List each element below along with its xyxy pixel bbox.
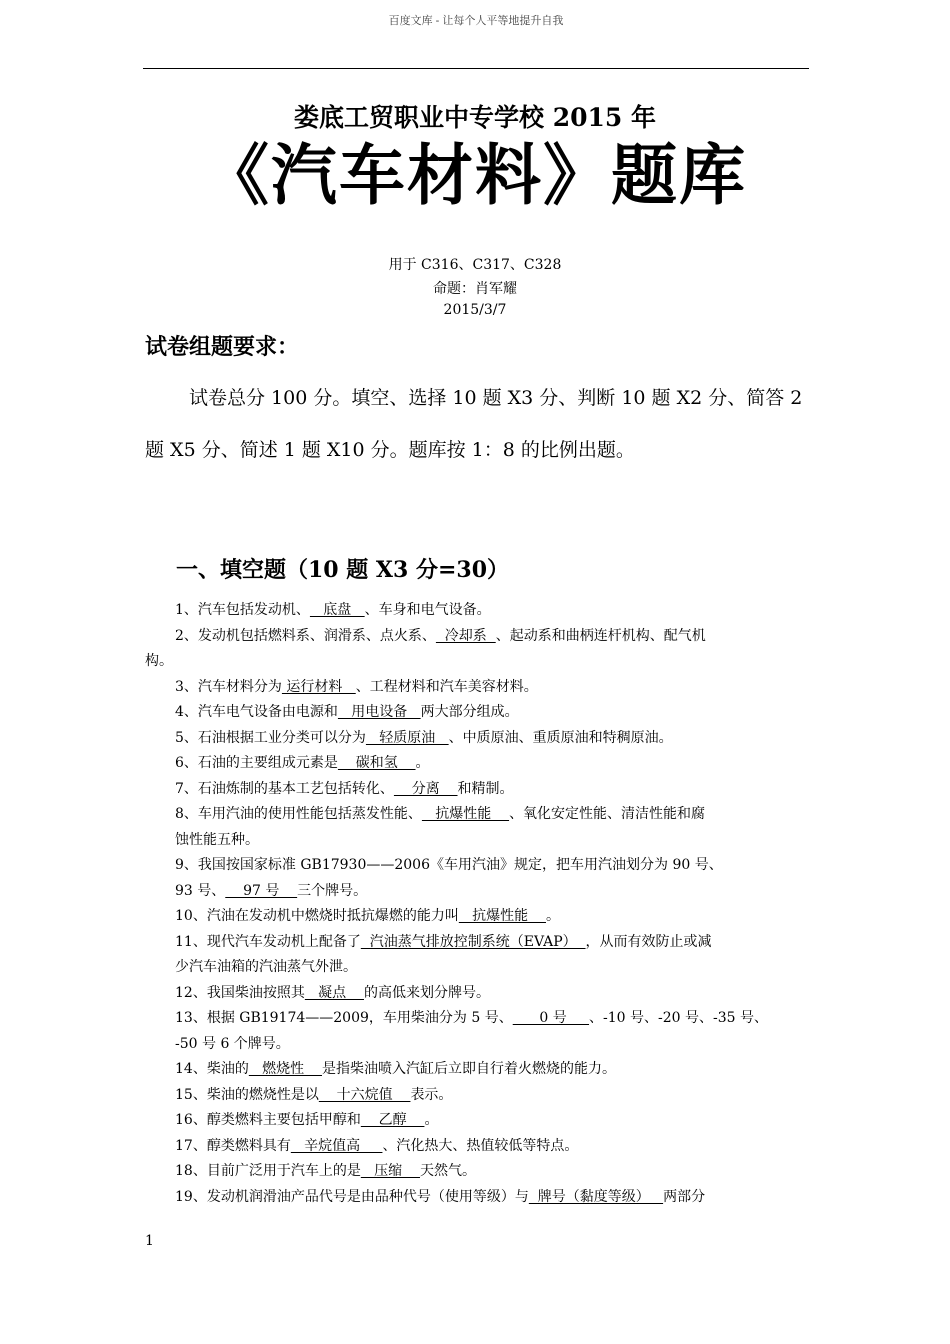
question-17: 17、醇类燃料具有 辛烷值高 、汽化热大、热值较低等特点。 [175,1137,579,1154]
question-13-continued: -50 号 6 个牌号。 [175,1035,290,1052]
answer-blank: 燃烧性 [248,1061,322,1077]
question-5: 5、石油根据工业分类可以分为 轻质原油 、中质原油、重质原油和特稠原油。 [175,729,673,746]
question-10: 10、汽油在发动机中燃烧时抵抗爆燃的能力叫 抗爆性能 。 [175,908,560,924]
question-8: 8、车用汽油的使用性能包括蒸发性能、 抗爆性能 、氧化安定性能、清洁性能和腐 [175,806,706,822]
question-11-continued: 少汽车油箱的汽油蒸气外泄。 [175,959,357,975]
page-number: 1 [145,1233,154,1249]
question-8-continued: 蚀性能五种。 [175,831,259,848]
school-title: 娄底工贸职业中专学校 2015 年 [294,103,656,132]
answer-blank: 十六烷值 [318,1086,411,1103]
question-18: 18、目前广泛用于汽车上的是 压缩 天然气。 [175,1163,476,1179]
author-line: 命题：肖军耀 [433,281,517,297]
requirements-heading: 试卷组题要求： [145,334,300,360]
answer-blank: 抗爆性能 [458,908,546,924]
answer-blank: 冷却系 [435,627,496,644]
question-1: 1、汽车包括发动机、 底盘 、车身和电气设备。 [175,602,491,618]
question-9-continued: 93 号、 97 号 三个牌号。 [175,882,368,899]
question-14: 14、柴油的 燃烧性 是指柴油喷入汽缸后立即自行着火燃烧的能力。 [175,1061,616,1077]
question-9: 9、我国按国家标准 GB17930——2006《车用汽油》规定，把车用汽油划分为 90 号、 [175,857,723,873]
question-3: 3、汽车材料分为 运行材料 、工程材料和汽车美容材料。 [175,678,538,695]
question-16: 16、醇类燃料主要包括甲醇和 乙醇 。 [175,1112,439,1128]
question-4: 4、汽车电气设备由电源和 用电设备 两大部分组成。 [175,704,519,720]
question-15: 15、柴油的燃烧性是以 十六烷值 表示。 [175,1086,453,1103]
header-divider [143,68,809,69]
answer-blank: 运行材料 [281,678,356,695]
answer-blank: 底盘 [309,602,365,618]
question-2: 2、发动机包括燃料系、润滑系、点火系、 冷却系 、起动系和曲柄连杆机构、配气机 [175,627,706,644]
answer-blank: 97 号 [225,882,298,899]
answer-blank: 轻质原油 [365,729,449,746]
question-2-continued: 构。 [145,653,173,669]
question-list [145,598,809,1210]
answer-blank: 压缩 [360,1163,420,1179]
classes-line: 用于 C316、C317、C328 [388,257,562,273]
document-title: 《汽车材料》题库 [203,136,747,214]
question-19: 19、发动机润滑油产品代号是由品种代号（使用等级）与 牌号（黏度等级） 两部分 [175,1188,706,1205]
question-11: 11、现代汽车发动机上配备了 汽油蒸气排放控制系统（EVAP） ，从而有效防止或减 [175,933,712,950]
answer-blank: 碳和氢 [337,755,416,771]
date-line: 2015/3/7 [443,302,507,318]
section-heading-fill-in: 一、填空题（10 题 X3 分=30） [176,557,510,583]
answer-blank: 用电设备 [337,704,421,720]
answer-blank: 汽油蒸气排放控制系统（EVAP） [360,933,586,950]
answer-blank: 凝点 [304,984,364,1001]
page-header: 百度文库 - 让每个人平等地提升自我 [388,15,564,27]
question-13: 13、根据 GB19174——2009，车用柴油分为 5 号、 0 号 、-10 号、-20 号、-35 号、 [175,1010,769,1026]
answer-blank: 抗爆性能 [421,806,510,822]
question-6: 6、石油的主要组成元素是 碳和氢 。 [175,755,430,771]
answer-blank: 牌号（黏度等级） [528,1188,664,1205]
answer-blank: 辛烷值高 [290,1137,383,1154]
requirements-body: 试卷总分 100 分。填空、选择 10 题 X3 分、判断 10 题 X2 分、简答 2 题 X5 分、简述 1 题 X10 分。题库按 1：8 的比例出题。 [145,387,803,461]
question-12: 12、我国柴油按照其 凝点 的高低来划分牌号。 [175,984,490,1001]
answer-blank: 0 号 [512,1010,590,1026]
answer-blank: 乙醇 [360,1112,425,1128]
answer-blank: 分离 [393,780,458,797]
question-7: 7、石油炼制的基本工艺包括转化、 分离 和精制。 [175,780,514,797]
